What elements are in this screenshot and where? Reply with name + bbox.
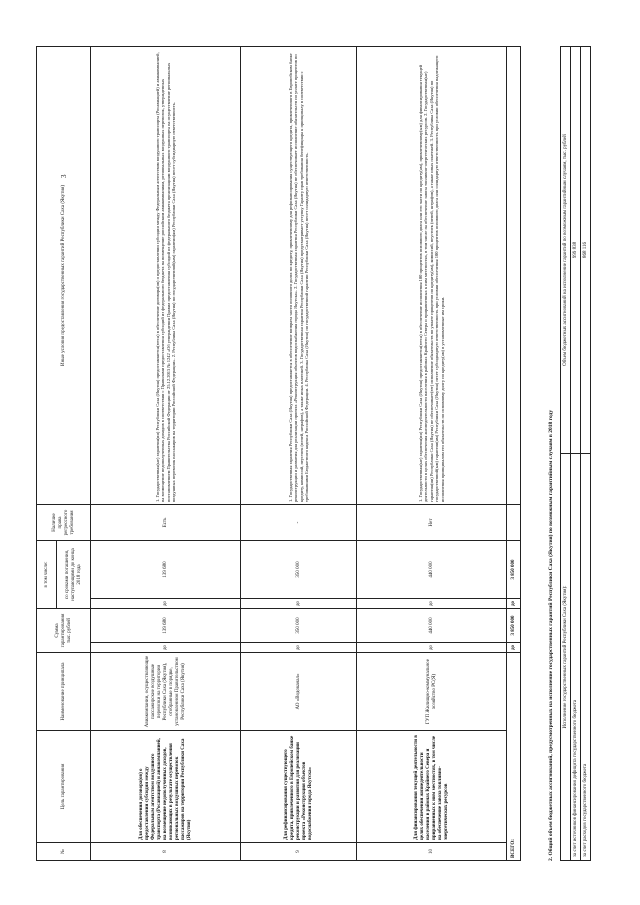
table-row [581, 47, 591, 861]
row-principal: АО «Водоканал» [241, 653, 357, 731]
total-label: ВСЕГО: [507, 653, 521, 861]
row-amount: 350 000 [241, 608, 357, 642]
total-amount-2018-mark: до [507, 598, 521, 608]
row-amount-mark: до [91, 643, 241, 653]
table-row [357, 46, 507, 860]
row-amount-2018: 440 000 [357, 540, 507, 598]
row-value: 868 116 [581, 47, 591, 454]
row-principal: ГУП Жилищно-коммунальное хозяйство РС(Я) [357, 653, 507, 731]
total-amount-mark: до [507, 643, 521, 653]
table-row [241, 46, 357, 860]
total-amount: 3 850 000 [507, 608, 521, 642]
header-conditions: Иные условия предоставления государственных гарантий Республики Саха (Якутия) [37, 46, 91, 504]
row-amount-2018: 139 680 [91, 540, 241, 598]
row-conditions: 1. Государственная(ые) гарантия(ии) Республики Саха (Якутия) предоставляется(ются) в обеспечение договора(ов) о предоставлении субсидии между Федеральным агентством воздушного транспорта (Росавиацией) и авиакомпанией, на возмещение недополученных доходов в соответствии с Правилами предоставления субсидий из федерального бюджета на возмещение российским авиакомпаниям, региональных воздушных перевозок, утвержденных постановлением Правительства Российской Федерации от 25.12.2013 № 1242 «Об утверждении Правил предоставления субсидий из федерального бюджета организациям воздушного транспорта на осуществление региональных воздушных перевозок пассажиров на территории Российской Федерации». 2. Республика Саха (Якутия) по государственной(ым) гарантии(ям) Республики Саха (Якутия) несет субсидиарную ответственность. [91, 46, 241, 504]
col-header-volume: Объем бюджетных ассигнований на исполнение гарантий по возможным гарантийным случаям, тыс. рублей [561, 47, 571, 454]
header-principal: Наименование принципала [37, 653, 91, 731]
total-amount-2018: 3 850 000 [507, 540, 521, 598]
row-regress: - [241, 504, 357, 540]
row-regress: Нет [357, 504, 507, 540]
row-num: 9 [241, 843, 357, 861]
appropriations-table [560, 46, 591, 861]
row-amount-2018-mark: до [241, 598, 357, 608]
page-number: 3 [60, 174, 68, 178]
row-amount-mark: до [241, 643, 357, 653]
row-value: 999 838 [571, 47, 581, 454]
table-row [571, 47, 581, 861]
row-amount-mark: до [357, 643, 507, 653]
table-row [91, 46, 241, 860]
header-goal: Цель гарантирования [37, 731, 91, 843]
row-num: 8 [91, 843, 241, 861]
row-goal: Для обеспечения договора(ов) о предоставлении субсидии между Федеральным агентством воздушного транспорта (Росавиацией) и авиакомпанией, на возмещение недополученных доходов, возникающих в результате осуществления региональных воздушных перевозок пассажиров на территории Республики Саха (Якутия) [91, 731, 241, 843]
total-row [507, 46, 521, 860]
row-amount: 440 000 [357, 608, 507, 642]
row-conditions: 1. Государственная гарантия Республики Саха (Якутия) предоставляется в обеспечение возврата части основного долга по кредиту, привлеченному для рефинансирования существующего кредита, привлеченного в Европейском банке реконструкции и развития для реализации проекта «Реконструкция объектов водоснабжения города Якутска». 2. Государственная гарантия Республики Саха (Якутия) не обеспечивает исполнение обязательств по уплате процентов по кредиту, комиссий, неустоек (пеней, штрафов), а также иных платежей. 3. Государственная гарантия Республики Саха (Якутия) предусматривает уступку Гаранту прав требования бенефициара к принципалу в соответствии с требованиями Бюджетного кодекса Российской Федерации. 4. Республика Саха (Якутия) по государственной гарантии Республики Саха (Якутия) несет солидарную ответственность. [241, 46, 357, 504]
header-regress: Наличие права регрессного требования [37, 504, 91, 540]
row-label: за счет расходов государственного бюджета [581, 454, 591, 861]
total-empty [507, 504, 521, 540]
row-label: за счет источников финансирования дефицита государственного бюджета [571, 454, 581, 861]
row-amount: 139 680 [91, 608, 241, 642]
row-regress: Есть [91, 504, 241, 540]
row-amount-2018-mark: до [91, 598, 241, 608]
row-goal: Для рефинансирования существующего кредита, привлеченного в Европейском банке реконструкции и развития для реализации проекта «Реконструкция объектов водоснабжения города Якутска» [241, 731, 357, 843]
header-amount: Сумма гарантирования тыс. рублей [37, 608, 91, 652]
row-principal: Авиакомпании, осуществляющие пассажирские воздушные перевозки на территории Республики Саха (Якутия), отобранные в порядке, установленном Правительством Республики Саха (Якутия) [91, 653, 241, 731]
header-incl-sub: со сроками погашения, наступающими до конца 2018 года [57, 540, 91, 608]
row-amount-2018-mark: до [357, 598, 507, 608]
row-goal: Для финансирования текущей деятельности в целях обеспечения жизнедеятельности населения в районах Крайнего Севера и приравненных к ним местностях, в том числе на обеспечение завоза топливно-энергетических ресурсов [357, 731, 507, 843]
header-num: № [37, 843, 91, 861]
section2-title: 2. Общий объем бюджетных ассигнований, предусмотренных на исполнение государственных гарантий Республики Саха (Якутия) по возможным гарантийным случаям в 2018 году [548, 409, 554, 861]
col-header-execution: Исполнение государственных гарантий Республики Саха (Якутия): [561, 454, 571, 861]
guarantees-table [36, 46, 521, 861]
total-empty [507, 46, 521, 504]
header-incl: в том числе: [37, 540, 57, 608]
row-amount-2018: 350 000 [241, 540, 357, 598]
table-row [561, 47, 571, 861]
row-num: 10 [357, 843, 507, 861]
row-conditions: 1. Государственная(ые) гарантия(ии) Республики Саха (Якутия) предоставляется(ются) в обеспечение исполнения 100 процентов основного долга или его части по кредиту(ам), привлеченному(ым) для финансирования текущей деятельности в целях обеспечения жизнедеятельности населения в районах Крайнего Севера и приравненных к ним местностях, в том числе на обеспечение завоза топливно-энергетических ресурсов. 2. Государственная(ые) гарантия(ии) Республики Саха (Якутия) не обеспечивает(ют) исполнение обязательств по уплате процентов по кредиту(ам), комиссий, неустоек (пеней, штрафов), а также иных платежей. 3. Республика Саха (Якутия) по государственной(ым) гарантии(ям) Республики Саха (Якутия) несет субсидиарную ответственность при условии обеспечения 100 процентов основного долга или солидарную ответственность при условии обеспечения надлежащего исполнения принципалом его обязательств по основному долгу по кредиту(ам) в установленные им сроки. [357, 46, 507, 504]
